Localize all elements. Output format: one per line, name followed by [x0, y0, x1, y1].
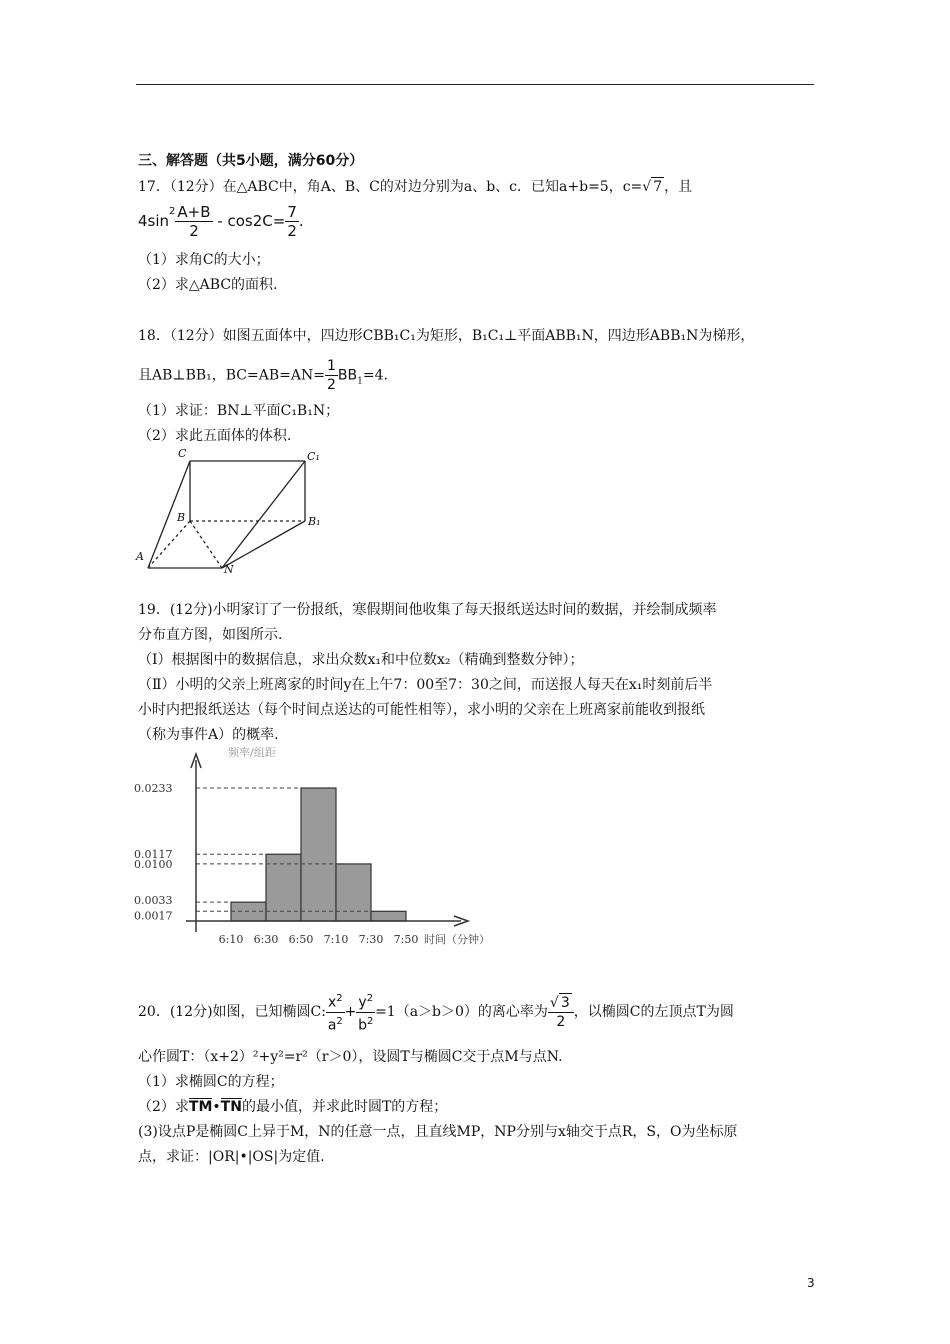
- q20-text-3: ，以椭圆C的左顶点T为圆: [573, 1004, 734, 1021]
- q20-part2-end: 的最小值，并求此时圆T的方程；: [241, 1099, 448, 1115]
- q18-frac: $\frac{1}{2}$: [326, 358, 336, 393]
- label-a: A: [136, 550, 144, 563]
- y-tick-label: 0.0117: [134, 848, 173, 862]
- q19-part2-l3: （称为事件A）的概率.: [138, 727, 279, 743]
- q17-part1: （1）求角C的大小；: [138, 252, 270, 268]
- q20-part1: （1）求椭圆C的方程；: [138, 1074, 284, 1090]
- q20-part2-text: （2）求: [138, 1099, 189, 1115]
- q19-line2: 分布直方图，如图所示.: [138, 627, 283, 643]
- eq-sup: 2: [169, 206, 176, 217]
- label-b1: B₁: [308, 515, 321, 528]
- vector-tm: TM: [188, 1099, 213, 1115]
- y-tick-label: 0.0100: [134, 857, 173, 871]
- histogram-bar: [336, 864, 371, 921]
- label-c: C: [178, 447, 187, 460]
- section-header: 三、解答题（共5小题，满分60分）: [138, 153, 364, 169]
- page-number: 3: [807, 1276, 815, 1290]
- frac-x2-a2: $\frac{x^2}{a^2}$: [326, 990, 345, 1034]
- q19-part1: （Ⅰ）根据图中的数据信息，求出众数x₁和中位数x₂（精确到整数分钟）；: [138, 652, 584, 668]
- header-rule: [136, 84, 814, 85]
- label-b: B: [177, 511, 186, 524]
- label-c1: C₁: [307, 450, 320, 463]
- q17-line1: [138, 177, 692, 196]
- q17-sqrt-value: 7: [653, 179, 663, 195]
- q20-part2: [138, 1098, 447, 1116]
- histogram-bar: [371, 911, 406, 921]
- q18-sub: 1: [357, 376, 363, 387]
- q20-line1: [138, 990, 734, 1034]
- y-tick-label: 0.0033: [134, 894, 173, 908]
- x-tick-label: 6:10: [218, 933, 244, 946]
- q18-part1: （1）求证：BN⊥平面C₁B₁N；: [138, 403, 340, 419]
- q20-part3-l2: 点，求证：|OR|•|OS|为定值.: [138, 1149, 325, 1165]
- x-tick-label: 6:50: [288, 933, 314, 946]
- x-tick-label: 7:10: [323, 933, 349, 946]
- plus: +: [344, 1004, 357, 1021]
- q19-part2-l1: （Ⅱ）小明的父亲上班离家的时间y在上午7：00至7：30之间，而送报人每天在x₁时刻前后半: [138, 677, 713, 693]
- q18-bb: BB: [337, 367, 358, 384]
- q18-part2: （2）求此五面体的体积.: [138, 428, 292, 444]
- q20-part3-l1: (3)设点P是椭圆C上异于M，N的任意一点，且直线MP，NP分别与x轴交于点R，S，O为坐标原: [138, 1124, 738, 1140]
- vector-tn: TN: [220, 1099, 242, 1115]
- y-tick-label: 0.0233: [134, 782, 173, 795]
- eq-mid: - cos2C=: [212, 212, 286, 230]
- q17-text: 17．（12分）在△ABC中，角A、B、C的对边分别为a、b、c．已知a+b=5，c=: [138, 179, 643, 195]
- q19-part2-l2: 小时内把报纸送达（每个时间点送达的可能性相等），求小明的父亲在上班离家前能收到报纸: [138, 702, 705, 718]
- frequency-histogram: [128, 744, 508, 954]
- eq-frac1: $\frac{A+B}{2}$: [177, 203, 211, 240]
- edge-b-n: [190, 521, 222, 568]
- q18-line2-text: 且AB⊥BB₁，BC=AB=AN=: [138, 367, 325, 384]
- edge-c1-n: [222, 461, 305, 568]
- edge-n-b1: [222, 521, 305, 568]
- frac-y2-b2: $\frac{y^2}{b^2}$: [356, 990, 375, 1034]
- q17-equation: [138, 203, 304, 240]
- frac-eccentricity: $\frac{√ 3}{2}$: [548, 993, 574, 1031]
- x-tick-label: 7:50: [393, 933, 419, 946]
- pentahedron-figure: [130, 446, 330, 576]
- eq-end: .: [298, 212, 304, 230]
- x-axis-label: 时间（分钟）: [424, 933, 490, 946]
- q19-line1: 19．(12分)小明家订了一份报纸，寒假期间他收集了每天报纸送达时间的数据，并绘制成频率: [138, 602, 717, 618]
- eq-frac2: $\frac{7}{2}$: [287, 203, 297, 240]
- q17-text-end: ，且: [664, 179, 693, 195]
- x-tick-label: 7:30: [358, 933, 384, 946]
- dot-operator: •: [212, 1099, 221, 1115]
- y-axis-label: 频率/组距: [228, 746, 276, 759]
- q20-text: 20．(12分)如图，已知椭圆C:: [138, 1004, 326, 1021]
- edge-b-a: [148, 521, 190, 568]
- eq-4sin: 4sin: [138, 212, 170, 230]
- sqrt-sign: √: [642, 179, 652, 195]
- histogram-bar: [301, 788, 336, 921]
- q18-line2: [138, 357, 388, 394]
- label-n: N: [224, 563, 234, 576]
- x-tick-label: 6:30: [253, 933, 279, 946]
- q20-line2: 心作圆T：（x+2）²+y²=r²（r＞0），设圆T与椭圆C交于点M与点N.: [138, 1049, 563, 1065]
- q17-part2: （2）求△ABC的面积.: [138, 277, 278, 293]
- q18-end: =4.: [362, 367, 388, 384]
- y-tick-label: 0.0017: [134, 909, 173, 923]
- q20-text-2: =1（a＞b＞0）的离心率为: [375, 1004, 548, 1021]
- q18-line1: 18．（12分）如图五面体中，四边形CBB₁C₁为矩形，B₁C₁⊥平面ABB₁N，四边形ABB₁N为梯形，: [138, 328, 755, 344]
